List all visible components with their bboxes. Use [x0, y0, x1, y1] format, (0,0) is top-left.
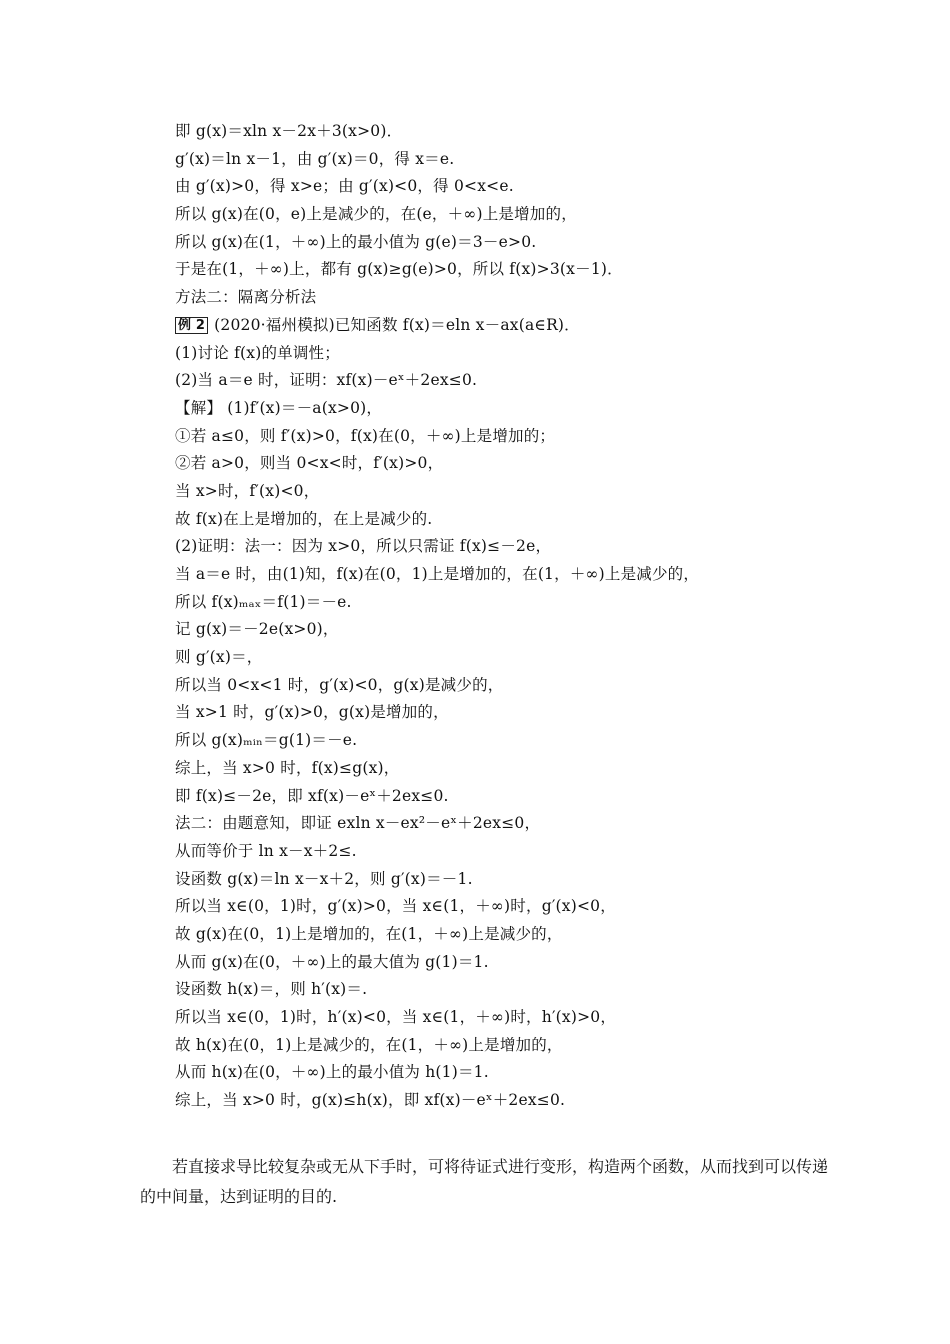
text-line: 设函数 g(x)＝ln x－x＋2，则 g′(x)＝－1. [175, 869, 473, 888]
summary-paragraph: 若直接求导比较复杂或无从下手时，可将待证式进行变形，构造两个函数，从而找到可以传递的中间量，达到证明的目的. [140, 1157, 829, 1206]
text-line: 即 f(x)≤－2e，即 xf(x)－eˣ＋2ex≤0. [175, 786, 449, 805]
text-line: 于是在(1，＋∞)上，都有 g(x)≥g(e)>0，所以 f(x)>3(x－1)． [175, 260, 623, 279]
text-line: 当 x>时，f′(x)<0， [175, 481, 320, 500]
text-line: 由 g′(x)>0，得 x>e；由 g′(x)<0，得 0<x<e. [175, 177, 514, 196]
text-line: 所以当 x∈(0，1)时，g′(x)>0，当 x∈(1，＋∞)时，g′(x)<0， [175, 897, 616, 916]
text-line: 所以 f(x)ₘₐₓ＝f(1)＝－e. [175, 592, 352, 611]
text-line: 综上，当 x>0 时，g(x)≤h(x)，即 xf(x)－eˣ＋2ex≤0. [175, 1091, 566, 1110]
text-line: 法二：由题意知，即证 exln x－ex²－eˣ＋2ex≤0， [175, 814, 541, 833]
text-line: (1)讨论 f(x)的单调性； [175, 343, 340, 362]
text-line: (2)当 a＝e 时，证明：xf(x)－eˣ＋2ex≤0. [175, 371, 478, 390]
text-line: 则 g′(x)＝， [175, 648, 263, 667]
text-line: g′(x)＝ln x－1，由 g′(x)＝0，得 x＝e. [175, 149, 455, 168]
text-line: 【解】 (1)f′(x)＝－a(x>0)， [175, 398, 383, 417]
text-line: 所以 g(x)在(1，＋∞)上的最小值为 g(e)＝3－e>0. [175, 232, 537, 251]
text-line: 记 g(x)＝－2e(x>0)， [175, 620, 339, 639]
example-line [175, 312, 875, 340]
text-line: 所以当 0<x<1 时，g′(x)<0，g(x)是减少的， [175, 675, 504, 694]
text-line: 当 x>1 时，g′(x)>0，g(x)是增加的， [175, 703, 449, 722]
text-line: 从而等价于 ln x－x＋2≤. [175, 841, 357, 860]
example-text: (2020·福州模拟)已知函数 f(x)＝eln x－ax(a∈R)． [214, 315, 580, 334]
text-line: 即 g(x)＝xln x－2x＋3(x>0)． [175, 122, 403, 140]
text-line: ②若 a>0，则当 0<x<时，f′(x)>0， [175, 454, 444, 473]
text-line: 所以 g(x)在(0，e)上是减少的，在(e，＋∞)上是增加的， [175, 205, 577, 224]
example-tag: 例 2 [175, 317, 208, 334]
text-line: 故 h(x)在(0，1)上是减少的，在(1，＋∞)上是增加的， [175, 1035, 563, 1054]
text-line: 从而 g(x)在(0，＋∞)上的最大值为 g(1)＝1. [175, 952, 489, 971]
text-line: ①若 a≤0，则 f′(x)>0，f(x)在(0，＋∞)上是增加的； [175, 426, 556, 445]
text-line: 综上，当 x>0 时，f(x)≤g(x)， [175, 758, 400, 777]
solution-body [175, 118, 875, 1115]
text-line: 故 f(x)在上是增加的，在上是减少的. [175, 509, 433, 528]
text-line: (2)证明：法一：因为 x>0，所以只需证 f(x)≤－2e， [175, 537, 552, 556]
text-line: 所以 g(x)ₘᵢₙ＝g(1)＝－e. [175, 731, 358, 750]
text-line: 当 a＝e 时，由(1)知，f(x)在(0，1)上是增加的，在(1，＋∞)上是减少的， [175, 565, 700, 583]
text-line: 设函数 h(x)＝，则 h′(x)＝. [175, 980, 368, 999]
text-line: 故 g(x)在(0，1)上是增加的，在(1，＋∞)上是减少的， [175, 924, 563, 943]
text-line: 从而 h(x)在(0，＋∞)上的最小值为 h(1)＝1. [175, 1063, 489, 1082]
text-line: 所以当 x∈(0，1)时，h′(x)<0，当 x∈(1，＋∞)时，h′(x)>0， [175, 1008, 617, 1026]
method-heading: 方法二：隔离分析法 [175, 288, 317, 307]
